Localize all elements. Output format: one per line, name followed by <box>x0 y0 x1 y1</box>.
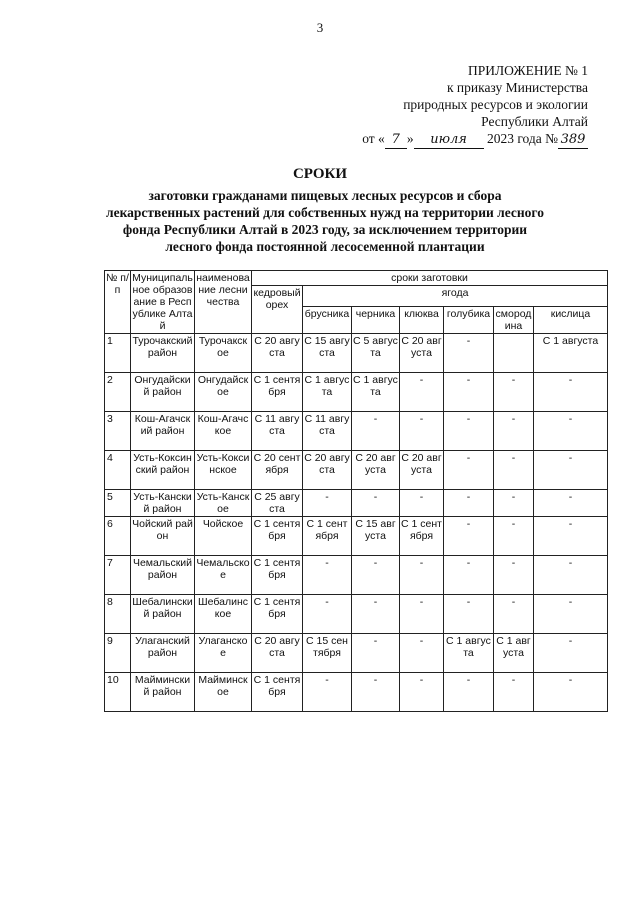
cell-bilberry: - <box>444 517 494 556</box>
table-row <box>105 451 608 490</box>
cell-num: 3 <box>105 412 131 451</box>
cell-lingonberry: С 1 августа <box>303 373 352 412</box>
cell-currant: - <box>494 451 534 490</box>
cell-num: 6 <box>105 517 131 556</box>
appendix-line-3: Республики Алтай <box>481 114 588 129</box>
cell-cranberry: С 20 августа <box>400 451 444 490</box>
cell-forestry: Шебалинское <box>195 595 252 634</box>
appendix-line-1: к приказу Министерства <box>446 80 588 95</box>
cell-num: 7 <box>105 556 131 595</box>
cell-municipality: Усть-Канский район <box>131 490 195 517</box>
cell-sorrel: - <box>534 556 608 595</box>
header-municipality: Муниципальное образование в Республике Алтай <box>132 272 193 332</box>
cell-lingonberry: С 1 сентября <box>303 517 352 556</box>
cell-cedar: С 1 сентября <box>252 517 303 556</box>
cell-cedar: С 20 сентября <box>252 451 303 490</box>
cell-sorrel: - <box>534 517 608 556</box>
cell-blueberry: С 5 августа <box>352 334 400 373</box>
appendix-title: ПРИЛОЖЕНИЕ № 1 <box>467 63 588 78</box>
cell-sorrel: - <box>534 673 608 712</box>
cell-cedar: С 20 августа <box>252 634 303 673</box>
cell-cedar: С 25 августа <box>252 490 303 517</box>
cell-municipality: Шебалинский район <box>131 595 195 634</box>
date-mid: » <box>406 131 414 146</box>
date-month: июля <box>414 131 484 149</box>
cell-currant: - <box>494 490 534 517</box>
cell-bilberry: - <box>444 373 494 412</box>
cell-forestry: Турочакское <box>195 334 252 373</box>
cell-blueberry: - <box>352 556 400 595</box>
cell-municipality: Чойский район <box>131 517 195 556</box>
cell-forestry: Усть-Канское <box>195 490 252 517</box>
header-forestry: наименование лесничества <box>195 271 252 334</box>
cell-num: 8 <box>105 595 131 634</box>
header-lingonberry: брусника <box>303 307 352 334</box>
table-row <box>105 490 608 517</box>
date-day: 7 <box>385 131 407 149</box>
cell-cedar: С 11 августа <box>252 412 303 451</box>
cell-blueberry: С 20 августа <box>352 451 400 490</box>
cell-cedar: С 1 сентября <box>252 556 303 595</box>
cell-blueberry: - <box>352 595 400 634</box>
cell-currant: - <box>494 595 534 634</box>
order-date-line <box>362 130 588 149</box>
table-body <box>105 334 608 712</box>
cell-sorrel: - <box>534 412 608 451</box>
cell-blueberry: - <box>352 634 400 673</box>
cell-municipality: Турочакский район <box>131 334 195 373</box>
cell-blueberry: С 15 августа <box>352 517 400 556</box>
cell-municipality: Онгудайский район <box>131 373 195 412</box>
cell-currant: - <box>494 412 534 451</box>
cell-num: 2 <box>105 373 131 412</box>
cell-municipality: Чемальский район <box>131 556 195 595</box>
cell-bilberry: - <box>444 595 494 634</box>
cell-forestry: Улаганское <box>195 634 252 673</box>
cell-num: 9 <box>105 634 131 673</box>
cell-bilberry: - <box>444 556 494 595</box>
cell-sorrel: - <box>534 634 608 673</box>
cell-cranberry: - <box>400 490 444 517</box>
table-row <box>105 673 608 712</box>
table-row <box>105 556 608 595</box>
cell-sorrel: - <box>534 373 608 412</box>
cell-bilberry: - <box>444 451 494 490</box>
cell-bilberry: - <box>444 490 494 517</box>
cell-lingonberry: - <box>303 595 352 634</box>
cell-lingonberry: С 15 сентября <box>303 634 352 673</box>
cell-cedar: С 1 сентября <box>252 595 303 634</box>
cell-currant: - <box>494 673 534 712</box>
cell-num: 5 <box>105 490 131 517</box>
cell-cranberry: - <box>400 673 444 712</box>
cell-blueberry: - <box>352 490 400 517</box>
cell-cranberry: - <box>400 595 444 634</box>
cell-lingonberry: - <box>303 490 352 517</box>
cell-currant: - <box>494 517 534 556</box>
date-prefix: от « <box>362 131 385 146</box>
cell-cranberry: - <box>400 412 444 451</box>
cell-num: 4 <box>105 451 131 490</box>
cell-lingonberry: - <box>303 673 352 712</box>
date-suffix: 2023 года № <box>486 131 558 146</box>
header-sorrel: кислица <box>534 307 608 334</box>
cell-currant: - <box>494 556 534 595</box>
document-title: СРОКИ <box>292 166 348 182</box>
cell-lingonberry: - <box>303 556 352 595</box>
cell-forestry: Усть-Коксинское <box>195 451 252 490</box>
header-cranberry: клюква <box>400 307 444 334</box>
cell-cranberry: С 1 сентября <box>400 517 444 556</box>
cell-forestry: Чойское <box>195 517 252 556</box>
cell-num: 1 <box>105 334 131 373</box>
cell-sorrel: - <box>534 451 608 490</box>
cell-currant: - <box>494 373 534 412</box>
cell-cranberry: - <box>400 556 444 595</box>
table-row <box>105 634 608 673</box>
appendix-line-2: природных ресурсов и экологии <box>403 97 588 112</box>
cell-blueberry: - <box>352 412 400 451</box>
terms-table <box>104 270 608 712</box>
header-num: № п/п <box>105 271 131 334</box>
table-row <box>105 373 608 412</box>
cell-blueberry: С 1 августа <box>352 373 400 412</box>
table-row <box>105 517 608 556</box>
cell-currant <box>494 334 534 373</box>
cell-bilberry: - <box>444 334 494 373</box>
cell-cranberry: - <box>400 373 444 412</box>
table-row <box>105 334 608 373</box>
cell-sorrel: - <box>534 595 608 634</box>
header-currant: смородина <box>494 307 534 334</box>
cell-lingonberry: С 15 августа <box>303 334 352 373</box>
order-number: 389 <box>558 131 588 149</box>
document-subtitle: заготовки гражданами пищевых лесных ресурсов и сбора лекарственных растений для собственных нужд на территории лесного фонда Республики Алтай в 2023 году, за исключением территории лесного фонда постоянной лесосеменной плантации <box>106 188 544 254</box>
cell-municipality: Улаганский район <box>131 634 195 673</box>
cell-forestry: Майминское <box>195 673 252 712</box>
appendix-block <box>362 62 588 149</box>
cell-forestry: Чемальское <box>195 556 252 595</box>
cell-bilberry: - <box>444 412 494 451</box>
cell-cedar: С 20 августа <box>252 334 303 373</box>
table-row <box>105 412 608 451</box>
cell-cranberry: С 20 августа <box>400 334 444 373</box>
cell-bilberry: С 1 августа <box>444 634 494 673</box>
page-number: 3 <box>316 20 324 35</box>
cell-sorrel: - <box>534 490 608 517</box>
cell-municipality: Кош-Агачский район <box>131 412 195 451</box>
cell-bilberry: - <box>444 673 494 712</box>
cell-municipality: Усть-Коксинский район <box>131 451 195 490</box>
header-terms: сроки заготовки <box>252 271 608 286</box>
cell-lingonberry: С 11 августа <box>303 412 352 451</box>
header-blueberry: черника <box>352 307 400 334</box>
header-berry: ягода <box>303 286 608 307</box>
cell-cedar: С 1 сентября <box>252 373 303 412</box>
cell-currant: С 1 августа <box>494 634 534 673</box>
cell-cranberry: - <box>400 634 444 673</box>
cell-cedar: С 1 сентября <box>252 673 303 712</box>
cell-forestry: Онгудайское <box>195 373 252 412</box>
header-cedar: кедровый орех <box>252 286 303 334</box>
cell-num: 10 <box>105 673 131 712</box>
table-row <box>105 595 608 634</box>
header-bilberry: голубика <box>444 307 494 334</box>
cell-lingonberry: С 20 августа <box>303 451 352 490</box>
cell-sorrel: С 1 августа <box>534 334 608 373</box>
cell-forestry: Кош-Агачское <box>195 412 252 451</box>
cell-blueberry: - <box>352 673 400 712</box>
cell-municipality: Майминский район <box>131 673 195 712</box>
